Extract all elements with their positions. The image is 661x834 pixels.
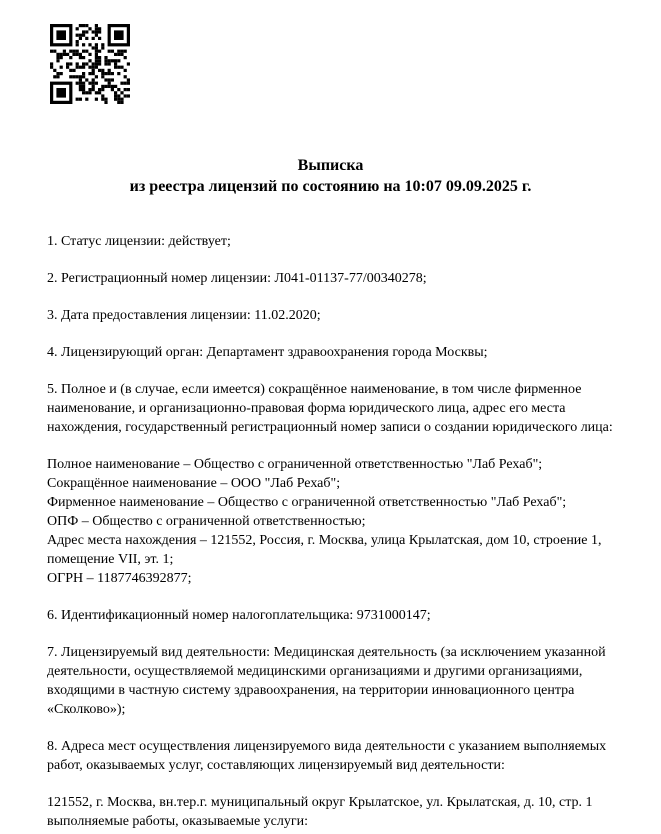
title-line-1: Выписка xyxy=(297,157,364,174)
works-services-label: выполняемые работы, оказываемые услуги: xyxy=(47,814,309,829)
item-licensing-authority: 4. Лицензирующий орган: Департамент здравоохранения города Москвы; xyxy=(47,345,488,360)
document-body xyxy=(47,232,622,834)
org-details-block xyxy=(47,455,622,588)
org-ogrn: ОГРН – 1187746392877; xyxy=(47,571,192,586)
title-line-2: из реестра лицензий по состоянию на 10:07 09.09.2025 г. xyxy=(129,178,532,195)
item-taxpayer-number: 6. Идентификационный номер налогоплательщика: 9731000147; xyxy=(47,608,431,623)
org-legal-form: ОПФ – Общество с ограниченной ответственностью; xyxy=(47,514,366,529)
work-address-block xyxy=(47,793,622,831)
org-brand-name: Фирменное наименование – Общество с ограниченной ответственностью "Лаб Рехаб"; xyxy=(47,495,567,510)
org-short-name: Сокращённое наименование – ООО "Лаб Рехаб"; xyxy=(47,476,341,491)
item-addresses-intro: 8. Адреса мест осуществления лицензируемого вида деятельности с указанием выполняемых работ, оказываемых услуг, составляющих лицензируемый вид деятельности: xyxy=(47,739,607,773)
qr-code xyxy=(50,24,130,104)
org-address: Адрес места нахождения – 121552, Россия, г. Москва, улица Крылатская, дом 10, строение 1, помещение VII, эт. 1; xyxy=(47,533,602,567)
item-license-status: 1. Статус лицензии: действует; xyxy=(47,234,231,249)
document-title xyxy=(0,155,661,197)
org-full-name: Полное наименование – Общество с ограниченной ответственностью "Лаб Рехаб"; xyxy=(47,457,543,472)
item-grant-date: 3. Дата предоставления лицензии: 11.02.2020; xyxy=(47,308,321,323)
item-registration-number: 2. Регистрационный номер лицензии: Л041-01137-77/00340278; xyxy=(47,271,427,286)
item-names-intro: 5. Полное и (в случае, если имеется) сокращённое наименование, в том числе фирменное наименование, и организационно-правовая форма юридического лица, адрес его места нахождения, государственный регистрационный номер записи о создании юридического лица: xyxy=(47,382,613,435)
item-licensed-activity: 7. Лицензируемый вид деятельности: Медицинская деятельность (за исключением указанной деятельности, осуществляемой медицинскими организациями и другими организациями, входящими в частную систему здравоохранения, на территории инновационного центра «Сколково»); xyxy=(47,645,606,717)
work-address: 121552, г. Москва, вн.тер.г. муниципальный округ Крылатское, ул. Крылатская, д. 10, стр. 1 xyxy=(47,795,593,810)
